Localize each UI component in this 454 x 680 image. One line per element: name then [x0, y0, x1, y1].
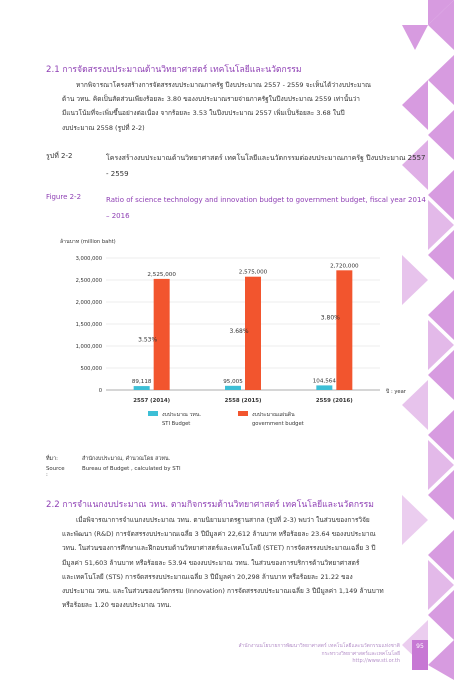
ratio-label: 3.53%: [138, 336, 158, 344]
bar-value-label: 89,118: [131, 379, 152, 386]
paragraph-line: เมื่อพิจารณาการจำแนกงบประมาณ วทน. ตามนิยามมาตรฐานสากล (รูปที่ 2-3) พบว่า ในส่วนของการวิจัย: [76, 516, 370, 524]
budget-bar-chart: [60, 230, 430, 440]
page-footer: [200, 643, 400, 666]
bar-value-label: 104,564: [312, 378, 336, 385]
y-axis-title: ล้านบาท (million baht): [60, 239, 116, 245]
y-tick-label: 1,000,000: [75, 344, 102, 350]
bar-value-label: 2,525,000: [147, 271, 176, 278]
section-2-1-heading: 2.1 การจัดสรรงบประมาณด้านวิทยาศาสตร์ เทคโนโลยีและนวัตกรรม: [46, 65, 302, 75]
bar-value-label: 2,575,000: [238, 269, 268, 276]
page-number: 95: [412, 640, 428, 670]
legend-swatch: [148, 411, 158, 416]
figure-label-thai: รูปที่ 2-2: [46, 152, 73, 160]
ratio-label: 3.68%: [229, 327, 249, 335]
paragraph-line: ด้าน วทน. คิดเป็นสัดส่วนเพียงร้อยละ 3.80 ของงบประมาณรายจ่ายภาครัฐในปีงบประมาณ 2559 เท่านั้นว่า: [62, 95, 360, 104]
section-2-1-paragraph: [62, 78, 422, 135]
section-2-2-paragraph: [62, 513, 422, 612]
bar-gov: [336, 270, 352, 390]
legend-label-english: government budget: [252, 421, 304, 427]
figure-caption-text-thai: โครงสร้างงบประมาณด้านวิทยาศาสตร์ เทคโนโลยีและนวัตกรรมต่องบประมาณภาครัฐ ปีงบประมาณ 2557 - 2559: [106, 154, 426, 178]
bar-gov: [154, 279, 170, 390]
paragraph-line: หรือร้อยละ 1.20 ของงบประมาณ วทน.: [62, 601, 172, 610]
source-value-english: Bureau of Budget , calculated by STI: [82, 466, 181, 472]
bar-sti: [134, 386, 150, 390]
paragraph-line: มีมูลค่า 51,603 ล้านบาท หรือร้อยละ 53.94 ของงบประมาณ วทน. ในส่วนของการบริการด้านวิทยาศาสตร์: [62, 558, 360, 567]
paragraph-line: งบประมาณ 2558 (รูปที่ 2-2): [62, 123, 145, 132]
paragraph-line: มีแนวโน้มที่จะเพิ่มขึ้นอย่างต่อเนื่อง จากร้อยละ 3.53 ในปีงบประมาณ 2557 เพิ่มเป็นร้อยละ 3.68 ในปี: [62, 109, 345, 118]
paragraph-line: และเทคโนโลยี (STS) การจัดสรรงบประมาณเฉลี่ย 3 ปีมีมูลค่า 20,298 ล้านบาท หรือร้อยละ 21.22 ของ: [62, 572, 353, 581]
ratio-label: 3.80%: [320, 314, 340, 322]
figure-caption-text-english: Ratio of science technology and innovation budget to government budget, fiscal year 2014 – 2016: [106, 196, 426, 220]
x-tick-label: 2558 (2015): [224, 398, 262, 404]
x-tick-label: 2559 (2016): [315, 398, 353, 404]
y-tick-label: 2,000,000: [75, 300, 102, 306]
paragraph-line: และพัฒนา (R&D) การจัดสรรงบประมาณเฉลี่ย 3 ปีมีมูลค่า 22,612 ล้านบาท หรือร้อยละ 23.64 ของงบประมาณ: [62, 530, 376, 539]
section-2-2-heading: 2.2 การจำแนกงบประมาณ วทน. ตามกิจกรรมด้านวิทยาศาสตร์ เทคโนโลยีและนวัตกรรม: [46, 500, 374, 510]
x-axis-unit: ปี : year: [386, 389, 406, 395]
y-tick-label: 500,000: [80, 366, 102, 372]
legend-label-english: STI Budget: [162, 421, 191, 427]
source-value-thai: สำนักงบประมาณ, คำนวณโดย สวทน.: [82, 456, 171, 462]
paragraph-line: วทน. ในส่วนของการศึกษาและฝึกอบรมด้านวิทยาศาสตร์และเทคโนโลยี (STET) การจัดสรรงบประมาณเฉลี่ย 3 ปี: [62, 544, 376, 553]
footer-url[interactable]: http://www.sti.or.th: [352, 658, 400, 664]
y-tick-label: 1,500,000: [75, 322, 102, 328]
bar-value-label: 2,720,000: [330, 263, 359, 270]
y-tick-label: 2,500,000: [75, 278, 102, 284]
figure-label-english: Figure 2-2: [46, 193, 82, 201]
legend-label: งบประมาณ วทน.: [162, 412, 202, 418]
footer-ministry: กระทรวงวิทยาศาสตร์และเทคโนโลยี: [321, 650, 400, 657]
y-tick-label: 0: [98, 388, 102, 394]
bar-value-label: 95,005: [223, 378, 243, 385]
paragraph-line: หากพิจารณาโครงสร้างการจัดสรรงบประมาณภาครัฐ ปีงบประมาณ 2557 - 2559 จะเห็นได้ว่างบประมาณ: [76, 81, 372, 89]
legend-swatch: [238, 411, 248, 416]
source-key-thai: ที่มา:: [46, 456, 58, 462]
x-tick-label: 2557 (2014): [133, 398, 171, 404]
paragraph-line: งบประมาณ วทน. และในส่วนของนวัตกรรม (Innovation) การจัดสรรงบประมาณเฉลี่ย 3 ปีมีมูลค่า 1,149 ล้านบาท: [62, 587, 384, 596]
footer-organization: สำนักงานนโยบายการพัฒนาวิทยาศาสตร์ เทคโนโลยีและนวัตกรรมแห่งชาติ: [238, 643, 400, 649]
legend-label: งบประมาณแผ่นดิน: [252, 412, 295, 418]
y-tick-label: 3,000,000: [75, 256, 102, 262]
source-key-english: Source :: [46, 466, 65, 478]
bar-sti: [225, 386, 241, 390]
bar-sti: [316, 385, 332, 390]
